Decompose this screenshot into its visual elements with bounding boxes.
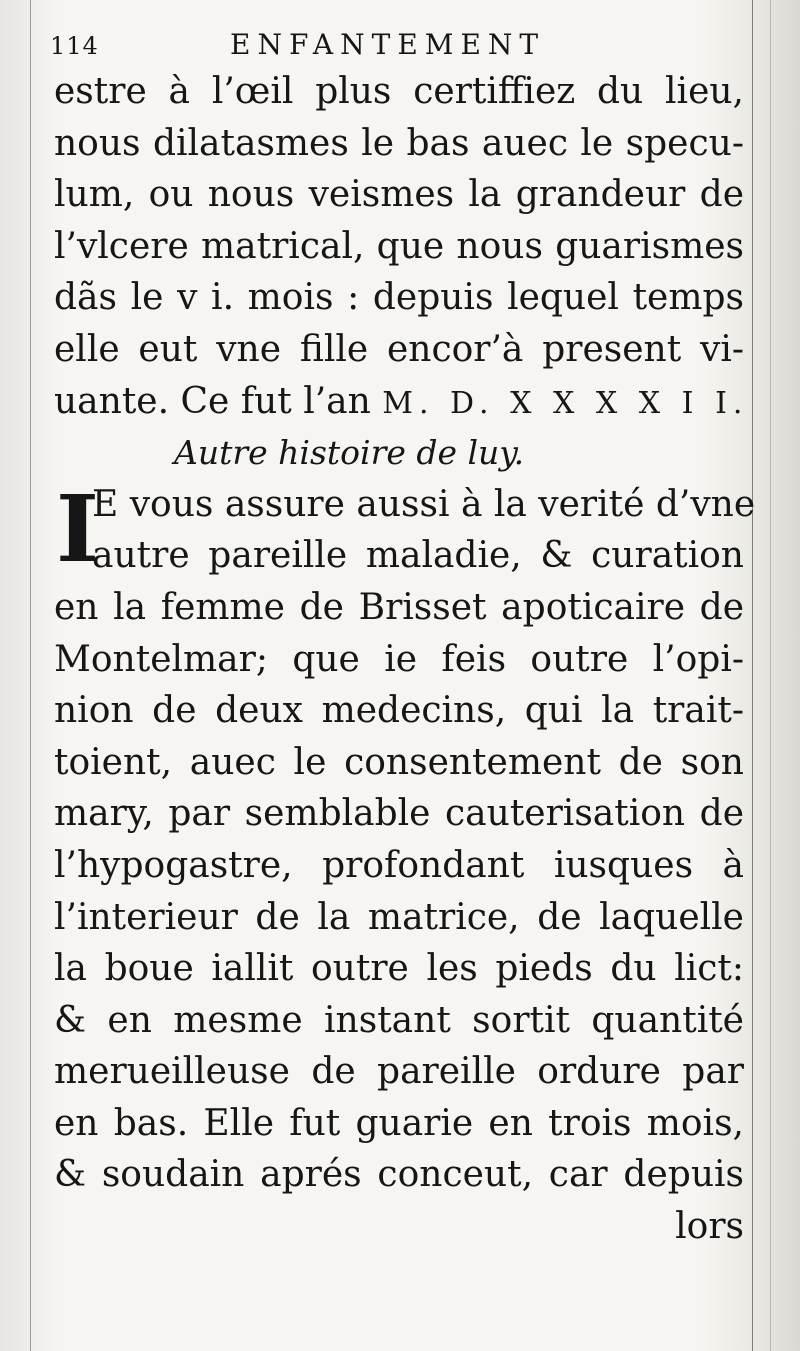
text-line: l’hypogastre, profondant iusques à [54,844,744,886]
paragraph-2 [54,474,756,1253]
date-lead-text: uante. Ce fut l’an [54,380,383,422]
text-line: la boue iallit outre les pieds du lict: [54,948,744,990]
text-line: elle eut vne fille encor’à present vi- [54,328,744,370]
left-margin-rule [30,0,31,1351]
page-number: 114 [50,32,99,60]
text-line: nion de deux medecins, qui la trait- [54,690,744,732]
text-line: dãs le v i. mois : depuis lequel temps [54,277,744,319]
running-title: ENFANTEMENT [230,28,546,61]
text-line: l’vlcere matrical, que nous guarismes [54,225,744,267]
text-line: & en mesme instant sortit quantité [54,999,744,1041]
text-line: merueilleuse de pareille ordure par [54,1051,744,1093]
text-line: l’interieur de la matrice, de laquelle [54,896,744,938]
text-line: estre à l’œil plus certiffiez du lieu, [54,71,744,112]
page-header [50,26,740,66]
drop-cap: I [56,474,100,583]
text-line-date [54,376,749,428]
body-text [54,66,756,1253]
section-subheading: Autre histoire de luy. [174,433,525,473]
text-line: E vous assure aussi à la verité d’vne [92,483,756,525]
text-line: en bas. Elle fut guarie en trois mois, [54,1102,744,1144]
text-line: mary, par semblable cauterisation de [54,793,744,835]
text-line: autre pareille maladie, & curation [92,535,744,577]
text-line: & soudain aprés conceut, car depuis [54,1154,744,1196]
text-line: en la femme de Brisset apoticaire de [54,586,744,628]
text-line: lum, ou nous veismes la grandeur de [54,174,744,216]
right-margin-rule [752,0,753,1351]
date-roman-numerals: M. D. X X X X I I. [382,385,749,421]
page-edge-line [770,0,771,1351]
text-line: toient, auec le consentement de son [54,741,744,783]
text-line: Montelmar; que ie feis outre l’opi- [54,638,744,680]
catchword: lors [675,1206,744,1248]
text-line: nous dilatasmes le bas auec le specu- [54,122,744,164]
